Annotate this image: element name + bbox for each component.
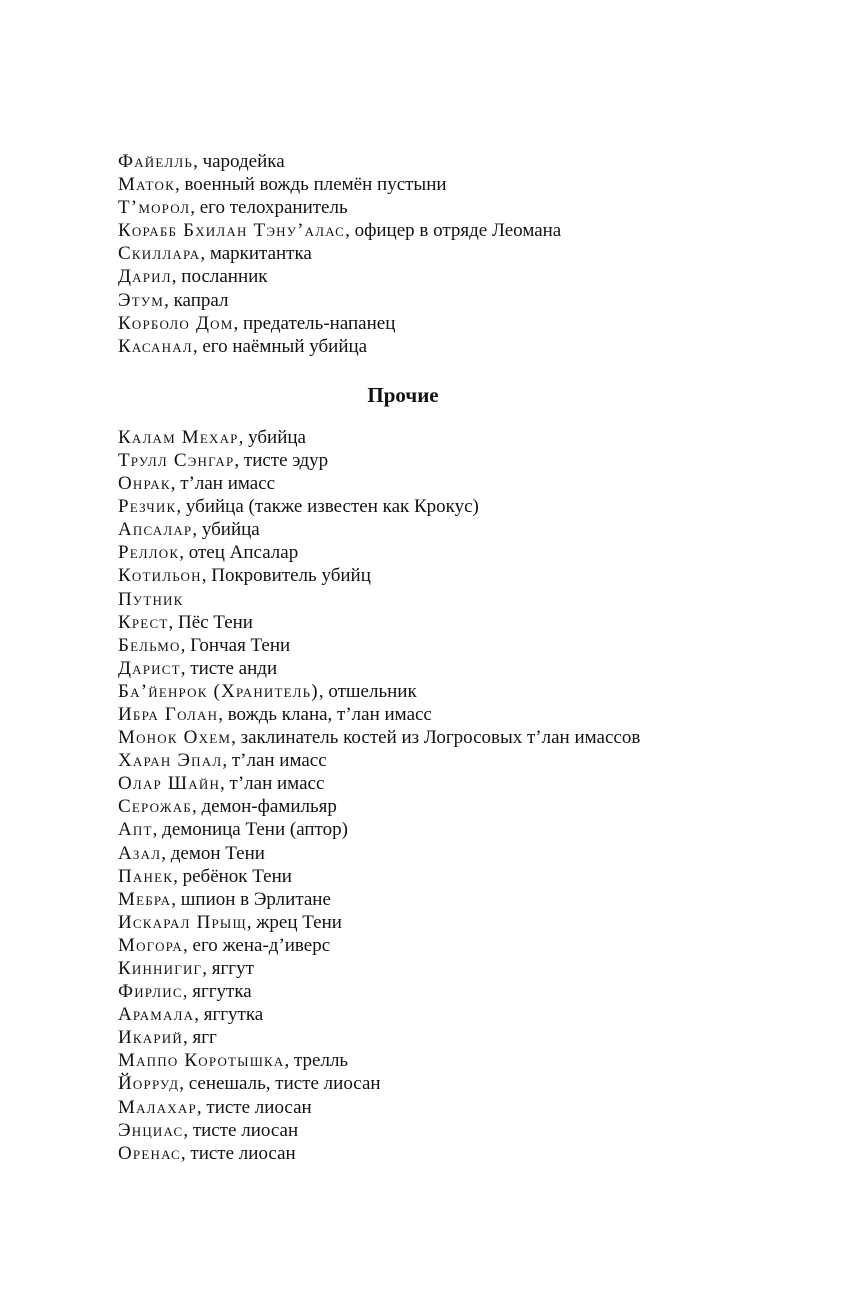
character-entry xyxy=(118,911,798,934)
character-name: Серожаб xyxy=(118,796,192,818)
character-description: , ребёнок Тени xyxy=(173,865,292,887)
character-description: , убийца xyxy=(192,519,260,541)
character-description: , военный вождь племён пустыни xyxy=(174,174,447,196)
character-name: Могора xyxy=(118,934,184,956)
character-entry xyxy=(118,1072,798,1095)
character-name: Корболо Дом xyxy=(118,312,234,334)
character-name: Малахар xyxy=(118,1096,197,1118)
character-entry xyxy=(118,680,798,703)
character-entry xyxy=(118,1026,798,1049)
character-name: Трулл Сэнгар xyxy=(118,449,235,471)
character-description: , тисте эдур xyxy=(234,449,329,471)
character-name: Т’морол xyxy=(118,197,191,219)
character-description: , убийца xyxy=(238,426,306,448)
character-name: Йорруд xyxy=(118,1073,180,1095)
character-entry xyxy=(118,611,798,634)
character-entry xyxy=(118,289,798,312)
character-entry xyxy=(118,1096,798,1119)
character-name: Олар Шайн xyxy=(118,773,221,795)
character-entry xyxy=(118,1049,798,1072)
character-name: Котильон xyxy=(118,565,202,587)
character-description: , яггут xyxy=(202,958,254,979)
character-description: , убийца (также известен как Крокус) xyxy=(176,496,479,518)
character-name: Дарист xyxy=(118,657,181,679)
character-entry xyxy=(118,219,798,242)
character-description: , офицер в отряде Леомана xyxy=(345,220,562,242)
dramatis-personae-page xyxy=(118,150,798,1165)
character-entry xyxy=(118,472,798,495)
character-description: , его жена-д’иверс xyxy=(183,934,331,956)
character-entry xyxy=(118,1003,798,1026)
character-description: , тисте лиосан xyxy=(180,1142,296,1164)
character-list-group-1 xyxy=(118,150,798,358)
character-name: Дарил xyxy=(118,266,172,288)
character-entry xyxy=(118,749,798,772)
character-description: , чародейка xyxy=(193,151,285,172)
character-name: Онрак xyxy=(118,473,171,495)
character-description: , его телохранитель xyxy=(190,197,348,219)
character-description: , отец Апсалар xyxy=(179,542,299,564)
character-description: , яггутка xyxy=(182,981,252,1003)
character-description: , тисте анди xyxy=(180,657,278,679)
character-name: Мебра xyxy=(118,888,172,910)
character-list-group-2 xyxy=(118,426,798,1165)
character-description: , демоница Тени (аптор) xyxy=(152,819,348,841)
character-entry xyxy=(118,196,798,219)
character-entry xyxy=(118,1119,798,1142)
character-name: Арамала xyxy=(118,1004,195,1026)
character-entry xyxy=(118,980,798,1003)
character-description: , трелль xyxy=(284,1050,349,1072)
character-description: , посланник xyxy=(171,266,268,288)
character-entry xyxy=(118,265,798,288)
character-entry xyxy=(118,242,798,265)
character-description: , т’лан имасс xyxy=(222,750,327,772)
character-name: Резчик xyxy=(118,496,177,518)
character-name: Калам Мехар xyxy=(118,426,239,448)
character-entry xyxy=(118,934,798,957)
character-description: , т’лан имасс xyxy=(170,473,276,495)
character-name: Реллок xyxy=(118,542,180,564)
character-name: Фирлис xyxy=(118,981,183,1003)
character-name: Ба’йенрок (Хранитель) xyxy=(118,680,319,702)
character-entry xyxy=(118,634,798,657)
character-description: , демон Тени xyxy=(161,842,265,864)
character-entry xyxy=(118,957,798,980)
character-name: Маток xyxy=(118,174,175,196)
character-description: , предатель-напанец xyxy=(233,312,396,334)
character-entry xyxy=(118,449,798,472)
character-name: Этум xyxy=(118,289,165,311)
character-name: Оренас xyxy=(118,1142,181,1164)
character-name: Панек xyxy=(118,865,174,887)
character-entry xyxy=(118,150,798,173)
character-description: , заклинатель костей из Логросовых т’лан имассов xyxy=(231,727,641,749)
character-description: , отшельник xyxy=(318,680,417,702)
character-entry xyxy=(118,818,798,841)
character-entry xyxy=(118,541,798,564)
character-description: , тисте лиосан xyxy=(196,1096,312,1118)
character-name: Энциас xyxy=(118,1119,184,1141)
character-description: , сенешаль, тисте лиосан xyxy=(179,1073,381,1095)
character-description: , жрец Тени xyxy=(246,911,342,933)
character-name: Касанал xyxy=(118,335,193,357)
character-entry xyxy=(118,335,798,358)
character-description: , маркитантка xyxy=(200,243,312,265)
character-name: Бельмо xyxy=(118,634,181,656)
character-entry xyxy=(118,842,798,865)
character-name: Киннигиг xyxy=(118,958,203,979)
character-entry xyxy=(118,564,798,587)
character-entry xyxy=(118,795,798,818)
character-description: , шпион в Эрлитане xyxy=(171,888,331,910)
character-name: Азал xyxy=(118,842,162,864)
character-entry xyxy=(118,426,798,449)
character-entry xyxy=(118,1142,798,1165)
character-description: , капрал xyxy=(164,289,229,311)
character-entry xyxy=(118,865,798,888)
character-description: , тисте лиосан xyxy=(183,1119,299,1141)
character-name: Икарий xyxy=(118,1027,183,1049)
character-description: , Пёс Тени xyxy=(168,611,253,633)
character-entry xyxy=(118,173,798,196)
character-name: Монок Охем xyxy=(118,727,232,749)
character-name: Апсалар xyxy=(118,519,193,541)
character-name: Скиллара xyxy=(118,243,201,265)
character-name: Харан Эпал xyxy=(118,750,223,772)
character-entry xyxy=(118,726,798,749)
character-description: , демон-фамильяр xyxy=(191,796,337,818)
character-description: , т’лан имасс xyxy=(220,773,325,795)
character-description: , вождь клана, т’лан имасс xyxy=(218,703,432,725)
character-description: , Гончая Тени xyxy=(180,634,291,656)
character-name: Ибра Голан xyxy=(118,703,219,725)
character-entry xyxy=(118,588,798,611)
character-name: Путник xyxy=(118,588,184,610)
character-name: Искарал Прыщ xyxy=(118,911,247,933)
section-title-text: Прочие xyxy=(367,382,439,407)
character-entry xyxy=(118,495,798,518)
character-name: Крест xyxy=(118,611,169,633)
character-name: Файелль xyxy=(118,151,194,172)
character-entry xyxy=(118,312,798,335)
character-entry xyxy=(118,657,798,680)
section-title xyxy=(8,382,688,408)
character-entry xyxy=(118,772,798,795)
character-entry xyxy=(118,518,798,541)
character-name: Корабб Бхилан Тэну’алас xyxy=(118,220,346,242)
character-description: , яггутка xyxy=(194,1004,264,1026)
character-entry xyxy=(118,888,798,911)
character-name: Апт xyxy=(118,819,153,841)
character-description: , ягг xyxy=(183,1027,217,1049)
character-name: Маппо Коротышка xyxy=(118,1050,285,1072)
character-description: , его наёмный убийца xyxy=(192,335,368,357)
character-entry xyxy=(118,703,798,726)
character-description: , Покровитель убийц xyxy=(201,565,371,587)
